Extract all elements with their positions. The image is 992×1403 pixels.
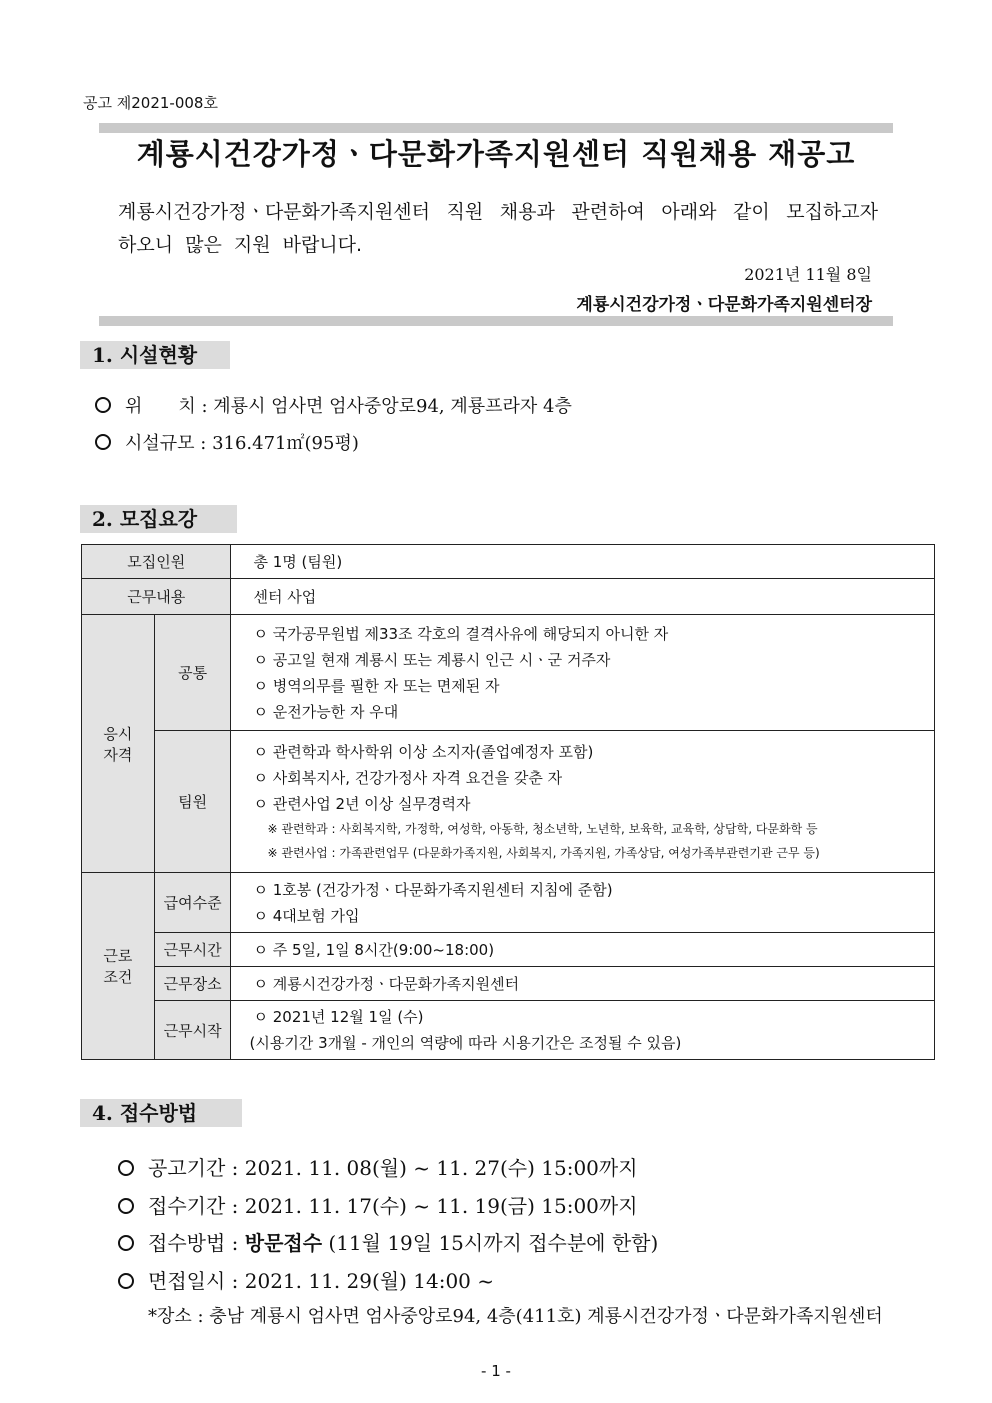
place-value: ㅇ 계룡시건강가정ㆍ다문화가족지원센터: [231, 967, 935, 1001]
interview-date-value: 2021. 11. 29(월) 14:00 ~: [244, 1269, 495, 1293]
list-item: ㅇ 4대보험 가입: [253, 906, 360, 925]
related-work-note: ※ 관련사업 : 가족관련업무 (다문화가족지원, 사회복지, 가족지원, 가족상담, 여성가족부관련기관 근무 등): [267, 845, 820, 860]
hours-label: 근무시간: [154, 933, 231, 967]
interview-date-label: 면접일시 :: [148, 1269, 239, 1293]
table-row: [82, 579, 935, 615]
section2-heading: 2. 모집요강: [80, 505, 237, 533]
notice-number: 공고 제2021-008호: [83, 94, 218, 112]
receipt-period-label: 접수기간 :: [148, 1194, 239, 1218]
interview-date: [118, 1265, 494, 1294]
list-item: ㅇ 국가공무원법 제33조 각호의 결격사유에 해당되지 아니한 자: [253, 624, 669, 643]
circle-bullet-icon: [118, 1198, 134, 1214]
location-label: 위 치 :: [125, 396, 208, 417]
circle-bullet-icon: [95, 397, 111, 413]
section4-heading: 4. 접수방법: [80, 1099, 242, 1127]
page-title: 계룡시건강가정ㆍ다문화가족지원센터 직원채용 재공고: [136, 137, 856, 171]
table-row: [82, 1001, 935, 1060]
member-requirements: [231, 731, 935, 873]
salary-label: 급여수준: [154, 873, 231, 933]
announce-period: [118, 1152, 638, 1181]
list-item: ㅇ 사회복지사, 건강가정사 자격 요건을 갖춘 자: [253, 768, 563, 787]
work-value: 센터 사업: [231, 579, 935, 615]
location-value: 계룡시 엄사면 엄사중앙로94, 계룡프라자 4층: [213, 396, 572, 417]
work-condition-label: [82, 873, 155, 1060]
interview-place: *장소 : 충남 계룡시 엄사면 엄사중앙로94, 4층(411호) 계룡시건강가정ㆍ다문화가족지원센터: [148, 1306, 883, 1327]
scale-label: 시설규모 :: [125, 433, 207, 454]
receipt-method-value: (11월 19일 15시까지 접수분에 한함): [328, 1231, 659, 1255]
header-bottom-bar: [99, 316, 893, 326]
announce-period-label: 공고기간 :: [148, 1156, 239, 1180]
recruit-value: 총 1명 (팀원): [231, 545, 935, 579]
qualification-label: [82, 615, 155, 873]
list-item: ㅇ 운전가능한 자 우대: [253, 702, 399, 721]
list-item: ㅇ 관련사업 2년 이상 실무경력자: [253, 794, 471, 813]
announce-period-value: 2021. 11. 08(월) ~ 11. 27(수) 15:00까지: [244, 1156, 638, 1180]
qualification-label-line1: 응시: [103, 724, 133, 743]
qualification-label-line2: 자격: [103, 745, 133, 764]
table-row: [82, 545, 935, 579]
recruit-label: 모집인원: [82, 545, 231, 579]
table-row: [82, 615, 935, 731]
work-condition-label-line2: 조건: [103, 968, 133, 986]
circle-bullet-icon: [95, 434, 111, 450]
receipt-method-label: 접수방법 :: [148, 1231, 239, 1255]
receipt-method-bold: 방문접수: [244, 1231, 323, 1255]
receipt-period: [118, 1190, 638, 1219]
table-row: [82, 731, 935, 873]
list-item: ㅇ 관련학과 학사학위 이상 소지자(졸업예정자 포함): [253, 742, 594, 761]
list-item: ㅇ 1호봉 (건강가정ㆍ다문화가족지원센터 지침에 준함): [253, 880, 613, 899]
work-label: 근무내용: [82, 579, 231, 615]
issuer: 계룡시건강가정ㆍ다문화가족지원센터장: [576, 295, 872, 315]
list-item: ㅇ 공고일 현재 계룡시 또는 계룡시 인근 시ㆍ군 거주자: [253, 650, 611, 669]
facility-scale: [95, 429, 359, 455]
circle-bullet-icon: [118, 1273, 134, 1289]
salary-details: [231, 873, 935, 933]
start-details: [231, 1001, 935, 1060]
intro-paragraph: 계룡시건강가정ㆍ다문화가족지원센터 직원 채용과 관련하여 아래와 같이 모집하고자 하오니 많은 지원 바랍니다.: [118, 201, 878, 256]
receipt-period-value: 2021. 11. 17(수) ~ 11. 19(금) 15:00까지: [244, 1194, 638, 1218]
receipt-method: [118, 1227, 658, 1256]
place-label: 근무장소: [154, 967, 231, 1001]
hours-value: ㅇ 주 5일, 1일 8시간(9:00~18:00): [231, 933, 935, 967]
list-item: (시용기간 3개월 - 개인의 역량에 따라 시용기간은 조정될 수 있음): [249, 1034, 682, 1052]
member-label: 팀원: [154, 731, 231, 873]
list-item: ㅇ 병역의무를 필한 자 또는 면제된 자: [253, 676, 500, 695]
start-label: 근무시작: [154, 1001, 231, 1060]
scale-value: 316.471㎡(95평): [212, 433, 359, 454]
common-requirements: [231, 615, 935, 731]
page-number: - 1 -: [481, 1362, 511, 1380]
work-condition-label-line1: 근로: [103, 947, 133, 965]
facility-location: [95, 392, 572, 418]
common-label: 공통: [154, 615, 231, 731]
table-row: [82, 873, 935, 933]
table-row: [82, 933, 935, 967]
related-major-note: ※ 관련학과 : 사회복지학, 가정학, 여성학, 아동학, 청소년학, 노년학, 보육학, 교육학, 상담학, 다문화학 등: [267, 821, 818, 836]
table-row: [82, 967, 935, 1001]
list-item: ㅇ 2021년 12월 1일 (수): [253, 1008, 424, 1026]
circle-bullet-icon: [118, 1160, 134, 1176]
recruitment-table: [81, 544, 935, 1060]
circle-bullet-icon: [118, 1235, 134, 1251]
section1-heading: 1. 시설현황: [80, 341, 230, 369]
notice-date: 2021년 11월 8일: [744, 265, 872, 284]
